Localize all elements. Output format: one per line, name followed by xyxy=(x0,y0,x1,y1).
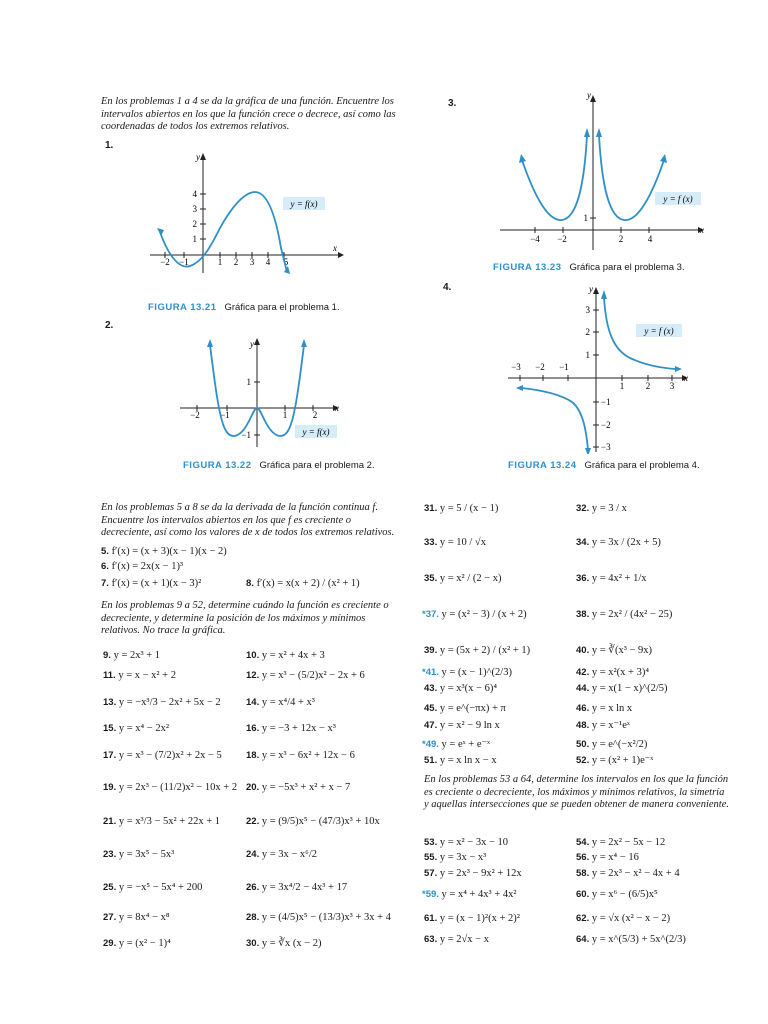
exercise-39: 39. y = (5x + 2) / (x² + 1) xyxy=(424,645,531,656)
exercise-29: 29. y = (x² − 1)⁴ xyxy=(103,938,171,949)
exercise-36: 36. y = 4x² + 1/x xyxy=(576,573,647,584)
exercise-46: 46. y = x ln x xyxy=(576,703,633,714)
exercise-53: 53. y = x² − 3x − 10 xyxy=(424,837,509,848)
figure-2-x-tick: −1 xyxy=(220,410,230,420)
figure-1-x-tick: 3 xyxy=(249,257,255,267)
figure-1-number: FIGURA 13.21 xyxy=(148,302,217,313)
intro-graphs: En los problemas 1 a 4 se da la gráfica de una función. Encuentre los intervalos abiertos en los que la función crece o decrece, así como las coordenadas de todos los extremos relativos. xyxy=(101,96,396,132)
figure-3-x-tick: 2 xyxy=(618,234,624,244)
figure-4-x-tick: −1 xyxy=(559,362,569,372)
figure-2-y-axis-label: y xyxy=(250,339,254,349)
exercise-56: 56. y = x⁴ − 16 xyxy=(576,852,639,863)
exercise-50: 50. y = e^(−x²/2) xyxy=(576,739,648,750)
figure-2-caption-text: Gráfica para el problema 2. xyxy=(259,460,375,471)
figure-3-x-tick: 4 xyxy=(647,234,653,244)
figure-1-y-axis-label: y xyxy=(196,152,200,162)
figure-4-y-tick: 3 xyxy=(585,305,590,315)
exercise-34: 34. y = 3x / (2x + 5) xyxy=(576,537,661,548)
figure-4-caption xyxy=(508,460,700,471)
exercise-43: 43. y = x³(x − 6)⁴ xyxy=(424,683,497,694)
figure-2-function-label: y = f(x) xyxy=(302,427,330,437)
exercise-60: 60. y = x⁶ − (6/5)x⁵ xyxy=(576,889,658,900)
exercise-63: 63. y = 2√x − x xyxy=(424,934,489,945)
problem-number-3: 3. xyxy=(448,98,457,109)
figure-3-x-tick: −2 xyxy=(557,234,567,244)
exercise-62: 62. y = √x (x² − x − 2) xyxy=(576,913,671,924)
figure-1-caption xyxy=(148,302,340,313)
figure-2-caption xyxy=(183,460,375,471)
figure-3-caption xyxy=(493,262,685,273)
exercise-28: 28. y = (4/5)x⁵ − (13/3)x³ + 3x + 4 xyxy=(246,912,391,923)
figure-1-x-tick: −2 xyxy=(160,257,170,267)
figure-2-x-tick: 2 xyxy=(312,410,318,420)
figure-4-number: FIGURA 13.24 xyxy=(508,460,577,471)
figure-4-y-tick: −2 xyxy=(601,420,611,430)
figure-1-caption-text: Gráfica para el problema 1. xyxy=(224,302,340,313)
exercise-59: *59. y = x⁴ + 4x³ + 4x² xyxy=(422,889,517,900)
exercise-49: *49. y = eˣ + e⁻ˣ xyxy=(422,739,491,750)
exercise-25: 25. y = −x⁵ − 5x⁴ + 200 xyxy=(103,882,203,893)
exercise-61: 61. y = (x − 1)²(x + 2)² xyxy=(424,913,520,924)
figure-1-function-label: y = f(x) xyxy=(290,199,318,209)
figure-4-x-tick: 1 xyxy=(619,381,625,391)
exercise-40: 40. y = ∛(x³ − 9x) xyxy=(576,645,653,656)
exercise-6: 6. f′(x) = 2x(x − 1)³ xyxy=(101,561,184,572)
exercise-18: 18. y = x³ − 6x² + 12x − 6 xyxy=(246,750,355,761)
exercise-64: 64. y = x^(5/3) + 5x^(2/3) xyxy=(576,934,686,945)
figure-1-x-tick: 2 xyxy=(233,257,239,267)
figure-3-y-tick: 1 xyxy=(583,213,588,223)
figure-1-y-tick: 3 xyxy=(192,204,197,214)
figure-2-x-tick: −2 xyxy=(190,410,200,420)
exercise-32: 32. y = 3 / x xyxy=(576,503,627,514)
exercise-27: 27. y = 8x⁴ − x⁸ xyxy=(103,912,170,923)
figure-4-x-axis-label: x xyxy=(684,373,688,383)
figure-4-x-tick: 2 xyxy=(645,381,651,391)
exercise-26: 26. y = 3x⁴/2 − 4x³ + 17 xyxy=(246,882,348,893)
exercise-41: *41. y = (x − 1)^(2/3) xyxy=(422,667,512,678)
exercise-19: 19. y = 2x³ − (11/2)x² − 10x + 2 xyxy=(103,782,238,793)
exercise-15: 15. y = x⁴ − 2x² xyxy=(103,723,169,734)
figure-4-x-tick: −2 xyxy=(535,362,545,372)
figure-4-y-tick: 2 xyxy=(585,327,590,337)
exercise-38: 38. y = 2x² / (4x² − 25) xyxy=(576,609,673,620)
figure-4-y-axis-label: y xyxy=(589,284,593,294)
exercise-58: 58. y = 2x³ − x² − 4x + 4 xyxy=(576,868,680,879)
exercise-13: 13. y = −x³/3 − 2x² + 5x − 2 xyxy=(103,697,221,708)
exercise-16: 16. y = −3 + 12x − x³ xyxy=(246,723,336,734)
exercise-30: 30. y = ∛x (x − 2) xyxy=(246,938,322,949)
exercise-48: 48. y = x⁻¹eˣ xyxy=(576,720,630,731)
figure-2-x-tick: 1 xyxy=(282,410,288,420)
figure-3-y-axis-label: y xyxy=(587,90,591,100)
exercise-44: 44. y = x(1 − x)^(2/5) xyxy=(576,683,668,694)
figure-3-caption-text: Gráfica para el problema 3. xyxy=(569,262,685,273)
exercise-14: 14. y = x⁴/4 + x³ xyxy=(246,697,315,708)
figure-4-graph xyxy=(500,282,700,454)
figure-4-caption-text: Gráfica para el problema 4. xyxy=(584,460,700,471)
exercise-57: 57. y = 2x³ − 9x² + 12x xyxy=(424,868,522,879)
figure-1-graph xyxy=(140,148,350,278)
problem-number-4: 4. xyxy=(443,282,452,293)
exercise-11: 11. y = x − x² + 2 xyxy=(103,670,176,681)
figure-1-x-tick: 4 xyxy=(265,257,271,267)
figure-3-function-label: y = f (x) xyxy=(663,194,693,204)
exercise-51: 51. y = x ln x − x xyxy=(424,755,497,766)
exercise-55: 55. y = 3x − x³ xyxy=(424,852,487,863)
exercise-20: 20. y = −5x³ + x² + x − 7 xyxy=(246,782,351,793)
figure-4-y-tick: −3 xyxy=(601,442,611,452)
figure-3-x-tick: −4 xyxy=(530,234,540,244)
figure-2-number: FIGURA 13.22 xyxy=(183,460,252,471)
figure-4-y-tick: −1 xyxy=(601,397,611,407)
exercise-12: 12. y = x³ − (5/2)x² − 2x + 6 xyxy=(246,670,365,681)
figure-4-function-label: y = f (x) xyxy=(644,326,674,336)
figure-3-x-axis-label: x xyxy=(700,225,704,235)
intro-derivative: En los problemas 5 a 8 se da la derivada de la función continua f. Encuentre los intervalos abiertos en los que f es creciente o decreciente, así como los valores de x de todos los extremos relativos. xyxy=(101,502,395,538)
figure-1-y-tick: 2 xyxy=(192,219,197,229)
exercise-33: 33. y = 10 / √x xyxy=(424,537,486,548)
figure-1-x-axis-label: x xyxy=(333,243,337,253)
figure-3-graph xyxy=(490,90,715,255)
figure-1-x-tick: 5 xyxy=(283,257,289,267)
exercise-23: 23. y = 3x⁵ − 5x³ xyxy=(103,849,175,860)
figure-1-y-tick: 4 xyxy=(192,189,197,199)
figure-1-x-tick: −1 xyxy=(179,257,189,267)
figure-4-y-tick: 1 xyxy=(585,350,590,360)
exercise-31: 31. y = 5 / (x − 1) xyxy=(424,503,499,514)
problem-number-2: 2. xyxy=(105,320,114,331)
intro-53-64: En los problemas 53 a 64, determine los intervalos en los que la función es creciente o decreciente, los máximos y mínimos relativos, la simetría y aquellas intersecciones que se pueden obtener de manera conveniente. xyxy=(424,774,729,810)
exercise-24: 24. y = 3x − x⁶/2 xyxy=(246,849,318,860)
figure-2-y-tick: −1 xyxy=(241,430,251,440)
figure-2-graph xyxy=(175,335,345,450)
figure-4-x-tick: 3 xyxy=(669,381,675,391)
intro-9-52: En los problemas 9 a 52, determine cuándo la función es creciente o decreciente, y determine la posición de los máximos y mínimos relativos. No trace la gráfica. xyxy=(101,600,389,636)
exercise-45: 45. y = e^(−πx) + π xyxy=(424,703,506,714)
exercise-35: 35. y = x² / (2 − x) xyxy=(424,573,502,584)
exercise-17: 17. y = x³ − (7/2)x² + 2x − 5 xyxy=(103,750,222,761)
figure-1-y-tick: 1 xyxy=(192,234,197,244)
exercise-42: 42. y = x²(x + 3)⁴ xyxy=(576,667,649,678)
exercise-5: 5. f′(x) = (x + 3)(x − 1)(x − 2) xyxy=(101,546,227,557)
exercise-7: 7. f′(x) = (x + 1)(x − 3)² xyxy=(101,578,202,589)
exercise-52: 52. y = (x² + 1)e⁻ˣ xyxy=(576,755,654,766)
problem-number-1: 1. xyxy=(105,140,114,151)
exercise-10: 10. y = x² + 4x + 3 xyxy=(246,650,325,661)
figure-2-x-axis-label: x xyxy=(335,403,339,413)
exercise-8: 8. f′(x) = x(x + 2) / (x² + 1) xyxy=(246,578,360,589)
figure-3-number: FIGURA 13.23 xyxy=(493,262,562,273)
exercise-21: 21. y = x³/3 − 5x² + 22x + 1 xyxy=(103,816,220,827)
exercise-54: 54. y = 2x² − 5x − 12 xyxy=(576,837,666,848)
figure-4-x-tick: −3 xyxy=(511,362,521,372)
exercise-37: *37. y = (x² − 3) / (x + 2) xyxy=(422,609,527,620)
figure-2-y-tick: 1 xyxy=(246,377,251,387)
exercise-47: 47. y = x² − 9 ln x xyxy=(424,720,500,731)
exercise-9: 9. y = 2x³ + 1 xyxy=(103,650,161,661)
figure-1-x-tick: 1 xyxy=(217,257,223,267)
exercise-22: 22. y = (9/5)x⁵ − (47/3)x³ + 10x xyxy=(246,816,380,827)
